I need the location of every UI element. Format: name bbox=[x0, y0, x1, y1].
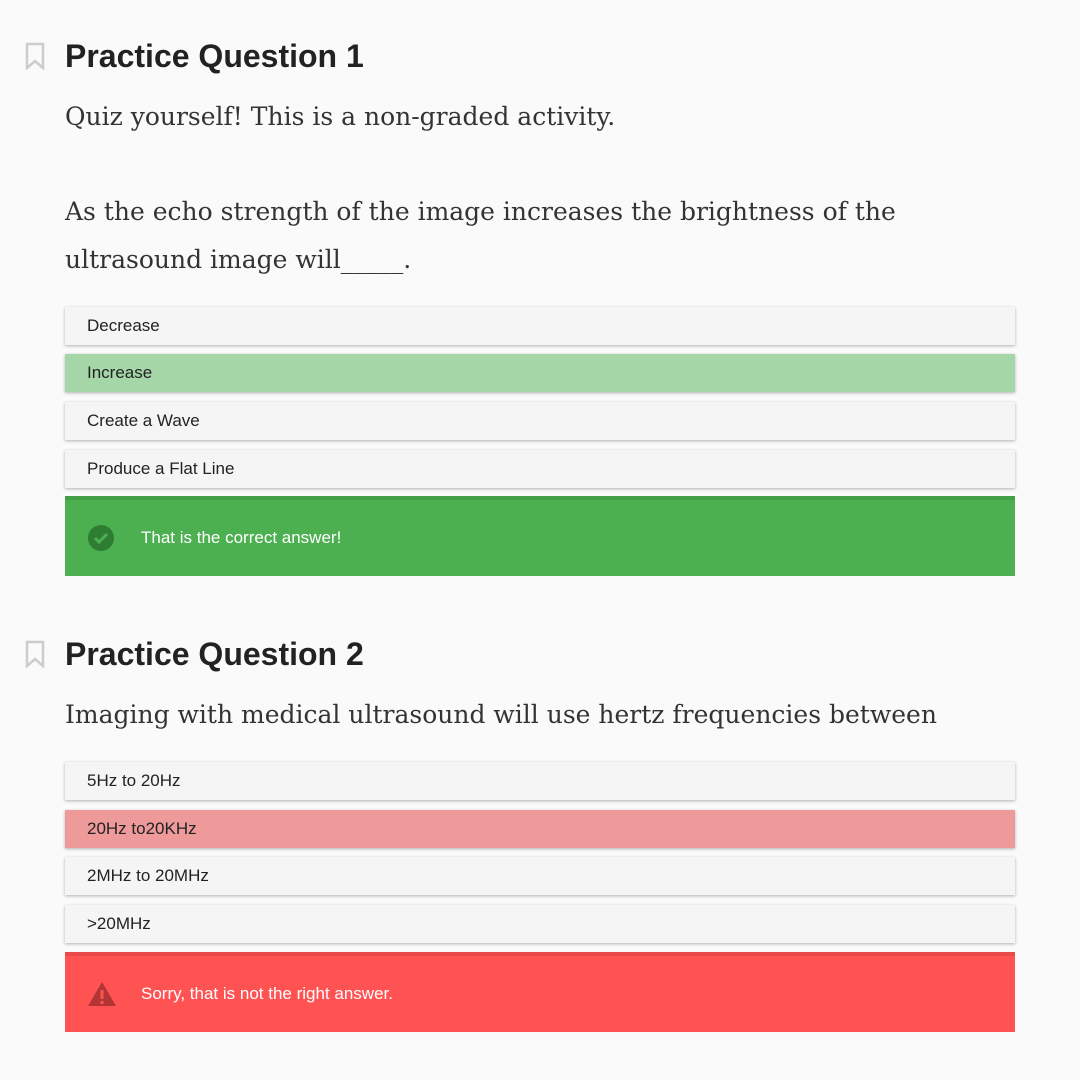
check-circle-icon bbox=[87, 524, 115, 552]
feedback-text: That is the correct answer! bbox=[141, 528, 342, 547]
question-1-intro: Quiz yourself! This is a non-graded activity. bbox=[65, 102, 616, 131]
question-1-prompt: As the echo strength of the image increases the brightness of the ultrasound image will_____. bbox=[65, 197, 896, 274]
answer-option-selected-correct[interactable]: Increase bbox=[65, 354, 1015, 392]
feedback-incorrect-banner bbox=[65, 952, 1015, 1032]
question-1-title: Practice Question 1 bbox=[65, 38, 364, 74]
answer-option[interactable]: Produce a Flat Line bbox=[65, 450, 1015, 488]
answer-option[interactable]: 2MHz to 20MHz bbox=[65, 857, 1015, 895]
bookmark-icon[interactable] bbox=[24, 42, 46, 70]
feedback-correct-banner bbox=[65, 496, 1015, 576]
answer-option[interactable]: 5Hz to 20Hz bbox=[65, 762, 1015, 800]
question-2-prompt: Imaging with medical ultrasound will use hertz frequencies between bbox=[65, 700, 937, 729]
feedback-text: Sorry, that is not the right answer. bbox=[141, 984, 393, 1003]
question-2-title: Practice Question 2 bbox=[65, 636, 364, 672]
bookmark-icon[interactable] bbox=[24, 640, 46, 668]
answer-option[interactable]: Decrease bbox=[65, 307, 1015, 345]
answer-option[interactable]: Create a Wave bbox=[65, 402, 1015, 440]
answer-option[interactable]: >20MHz bbox=[65, 905, 1015, 943]
warning-icon bbox=[87, 980, 117, 1008]
answer-option-selected-wrong[interactable]: 20Hz to20KHz bbox=[65, 810, 1015, 848]
